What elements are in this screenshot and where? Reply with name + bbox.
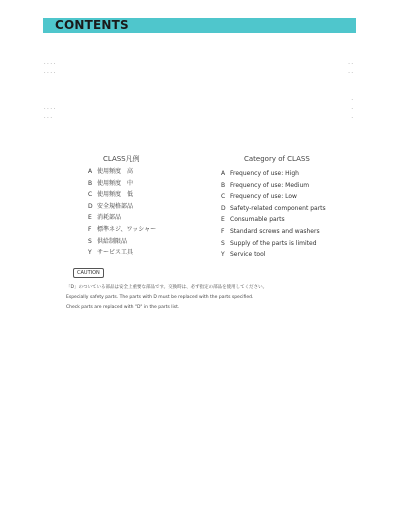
legend-code: A bbox=[88, 168, 93, 175]
legend-text: 標準ネジ、ワッシャー bbox=[97, 225, 157, 233]
legend-text: Service tool bbox=[230, 251, 266, 259]
legend-text: 安全規格部品 bbox=[97, 202, 134, 210]
legend-code: D bbox=[88, 202, 93, 210]
toc-row[interactable] bbox=[44, 50, 357, 59]
legend-text: 供給制限品 bbox=[97, 237, 128, 245]
toc-page: . . bbox=[348, 60, 353, 66]
toc-label: . . . bbox=[44, 114, 52, 120]
toc-row[interactable] bbox=[44, 68, 357, 77]
caution-note-jp: 「D」のついている部品は安全上重要な部品です。交換時は、必ず指定の部品を使用してください。 bbox=[66, 285, 268, 290]
legend-code: Y bbox=[88, 249, 92, 257]
legend-code: F bbox=[221, 227, 225, 235]
legend-code: A bbox=[221, 170, 226, 177]
legend-code: S bbox=[221, 239, 225, 247]
caution-notes bbox=[66, 283, 267, 313]
toc-row[interactable] bbox=[44, 77, 357, 86]
toc-row[interactable] bbox=[44, 41, 357, 50]
class-legend-en bbox=[221, 168, 326, 261]
toc-label: . . . . bbox=[44, 105, 56, 111]
legend-text: Frequency of use: Medium bbox=[230, 181, 310, 189]
legend-item bbox=[88, 224, 156, 236]
toc-row[interactable] bbox=[44, 113, 357, 122]
legend-text: Consumable parts bbox=[230, 216, 285, 224]
legend-code: D bbox=[221, 204, 226, 212]
caution-note-check: Check parts are replaced with "D" in the parts list. bbox=[66, 305, 180, 310]
legend-code: C bbox=[221, 193, 226, 201]
legend-code: Y bbox=[221, 251, 225, 259]
toc-page: . bbox=[351, 96, 353, 102]
toc-row[interactable] bbox=[44, 59, 357, 68]
toc-row[interactable] bbox=[44, 122, 357, 131]
legend-item bbox=[221, 168, 326, 180]
legend-code: E bbox=[221, 216, 225, 224]
class-legend-jp-title: CLASS凡例 bbox=[103, 155, 140, 163]
toc-page: . . bbox=[348, 69, 353, 75]
legend-item bbox=[88, 166, 156, 178]
legend-text: Supply of the parts is limited bbox=[230, 239, 317, 247]
legend-text: Standard screws and washers bbox=[230, 227, 320, 235]
caution-label: CAUTION bbox=[73, 268, 104, 278]
page-title: CONTENTS bbox=[55, 18, 129, 32]
caution-note-en: Especially safety parts. The parts with D must be replaced with the parts specified. bbox=[66, 295, 254, 300]
legend-item bbox=[221, 214, 326, 226]
toc-row[interactable] bbox=[44, 86, 357, 95]
legend-text: 使用頻度 低 bbox=[97, 191, 134, 199]
toc-page: . bbox=[351, 105, 353, 111]
table-of-contents bbox=[44, 41, 357, 131]
legend-item bbox=[88, 236, 156, 248]
contents-header-bar bbox=[43, 18, 356, 33]
toc-page: . bbox=[351, 114, 353, 120]
legend-item bbox=[221, 180, 326, 192]
legend-code: E bbox=[88, 214, 92, 222]
legend-item bbox=[88, 247, 156, 259]
legend-text: サービス工具 bbox=[97, 249, 134, 257]
legend-code: S bbox=[88, 237, 92, 245]
toc-label: . . . . bbox=[44, 60, 56, 66]
legend-code: B bbox=[88, 179, 93, 187]
legend-text: Frequency of use: High bbox=[230, 170, 299, 177]
legend-item bbox=[88, 201, 156, 213]
legend-item bbox=[88, 178, 156, 190]
class-legend-en-title: Category of CLASS bbox=[244, 155, 310, 163]
legend-item bbox=[88, 189, 156, 201]
toc-label: . . . . bbox=[44, 69, 56, 75]
legend-code: B bbox=[221, 181, 226, 189]
legend-item bbox=[221, 249, 326, 261]
toc-row[interactable] bbox=[44, 95, 357, 104]
legend-item bbox=[221, 238, 326, 250]
legend-item bbox=[88, 212, 156, 224]
class-legend-jp bbox=[88, 166, 156, 259]
legend-code: C bbox=[88, 191, 93, 199]
legend-text: Safety-related component parts bbox=[230, 204, 326, 212]
toc-row[interactable] bbox=[44, 104, 357, 113]
legend-text: 消耗部品 bbox=[97, 214, 122, 222]
legend-item bbox=[221, 226, 326, 238]
legend-code: F bbox=[88, 225, 92, 233]
legend-item bbox=[221, 203, 326, 215]
legend-text: Frequency of use: Low bbox=[230, 193, 297, 201]
legend-text: 使用頻度 中 bbox=[97, 179, 134, 187]
legend-text: 使用頻度 高 bbox=[97, 168, 134, 175]
legend-item bbox=[221, 191, 326, 203]
